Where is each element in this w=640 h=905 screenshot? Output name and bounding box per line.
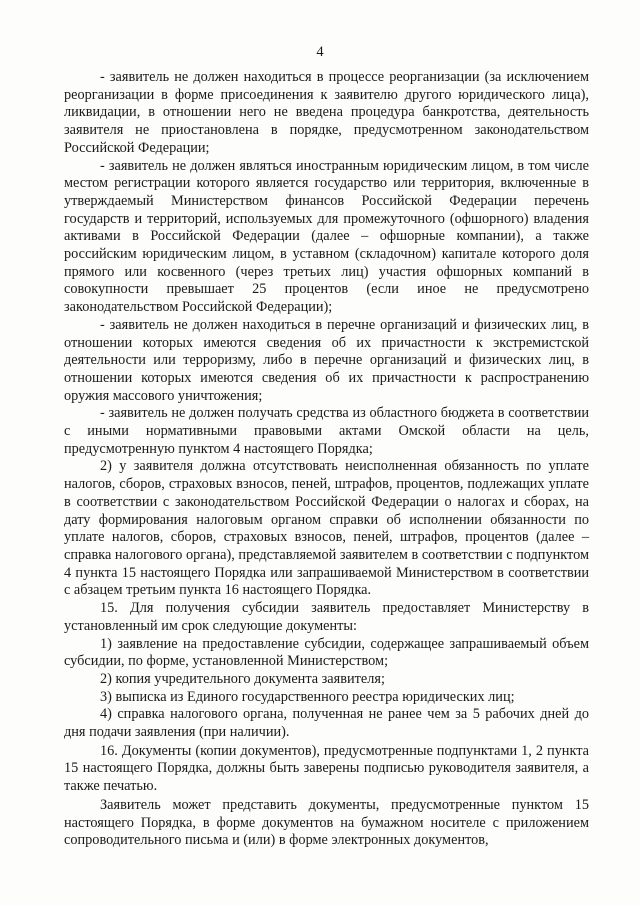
document-body [64, 69, 589, 850]
paragraph-16-certification: 16. Документы (копии документов), предусмотренные подпунктами 1, 2 пункта 15 настоящего Порядка, должны быть заверены подписью руководителя заявителя, а также печатью. [64, 742, 589, 795]
paragraph-extremism-list-requirement: - заявитель не должен находиться в перечне организаций и физических лиц, в отношении которых имеются сведения об их причастности к экстремистской деятельности или терроризму, либо в перечне организаций и физических лиц, в отношении которых имеются сведения об их причастности к распространению оружия массового уничтожения; [64, 316, 589, 404]
paragraph-tax-obligations: 2) у заявителя должна отсутствовать неисполненная обязанность по уплате налогов, сборов, страховых взносов, пеней, штрафов, процентов, подлежащих уплате в соответствии с законодательством Российской Федерации о налогах и сборах, на дату формирования налоговым органом справки об исполнении обязанности по уплате налогов, сборов, страховых взносов, пеней, штрафов, процентов (далее – справка налогового органа), представляемой заявителем в соответствии с подпунктом 4 пункта 15 настоящего Порядка или запрашиваемой Министерством в соответствии с абзацем третьим пункта 16 настоящего Порядка. [64, 458, 589, 599]
list-item-tax-certificate: 4) справка налогового органа, полученная не ранее чем за 5 рабочих дней до дня подачи заявления (при наличии). [64, 706, 589, 741]
paragraph-reorganization-requirement: - заявитель не должен находиться в процессе реорганизации (за исключением реорганизации в форме присоединения к заявителю другого юридического лица), ликвидации, в отношении него не введена процедура банкротства, деятельность заявителя не приостановлена в порядке, предусмотренном законодательством Российской Федерации; [64, 69, 589, 156]
list-item-registry-extract: 3) выписка из Единого государственного реестра юридических лиц; [100, 688, 515, 705]
page-number: 4 [316, 44, 324, 60]
paragraph-offshore-requirement: - заявитель не должен являться иностранным юридическим лицом, в том числе местом регистрации которого является государство или территория, включенные в утверждаемый Министерством финансов Российской Федерации перечень государств и территорий, используемых для промежуточного (офшорного) владения активами в Российской Федерации (далее – офшорные компании), а также российским юридическим лицом, в уставном (складочном) капитале которого доля прямого или косвенного (через третьих лиц) участия офшорных компаний в совокупности превышает 25 процентов (если иное не предусмотрено законодательством Российской Федерации); [64, 157, 589, 316]
paragraph-regional-budget-requirement: - заявитель не должен получать средства из областного бюджета в соответствии с иными нормативными правовыми актами Омской области на цель, предусмотренную пунктом 4 настоящего Порядка; [64, 405, 589, 457]
paragraph-15-documents-intro: 15. Для получения субсидии заявитель предоставляет Министерству в установленный им срок следующие документы: [64, 600, 589, 634]
paragraph-submission-form: Заявитель может представить документы, предусмотренные пунктом 15 настоящего Порядка, в форме документов на бумажном носителе с приложением сопроводительного письма и (или) в форме электронных документов, [64, 796, 589, 849]
list-item-application: 1) заявление на предоставление субсидии, содержащее запрашиваемый объем субсидии, по форме, установленной Министерством; [64, 635, 589, 670]
list-item-charter-copy: 2) копия учредительного документа заявителя; [100, 670, 385, 687]
